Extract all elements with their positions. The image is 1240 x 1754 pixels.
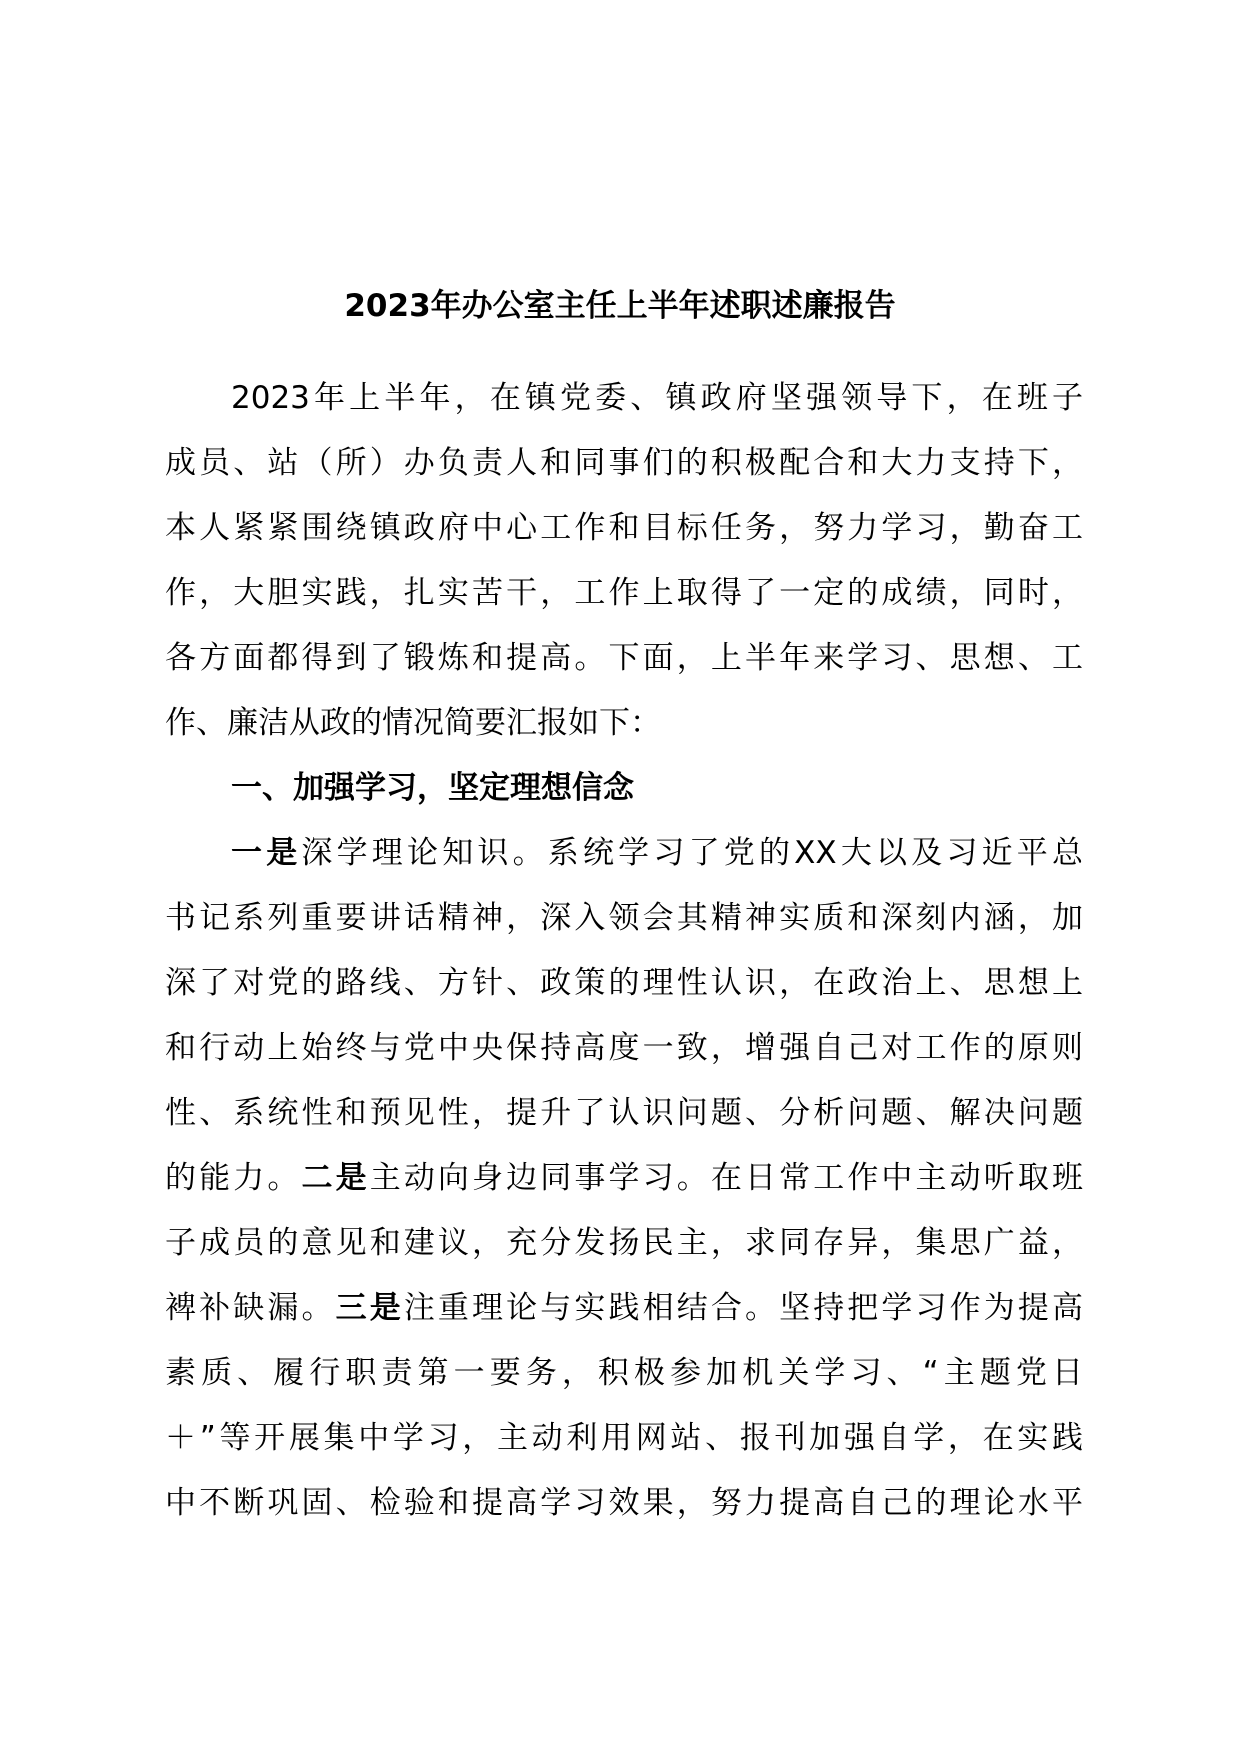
paragraph-line — [165, 1091, 1083, 1156]
paragraph-line — [165, 1416, 1083, 1481]
paragraph-line — [165, 701, 1083, 766]
text-run: 注重理论与实践相结合。坚持把学习作为提高 — [403, 1290, 1084, 1326]
text-run: 裨补缺漏。 — [165, 1290, 336, 1326]
paragraph-line — [165, 961, 1083, 1026]
text-run: 和行动上始终与党中央保持高度一致，增强自己对工作的原则 — [165, 1030, 1083, 1066]
paragraph-line — [165, 571, 1083, 636]
paragraph-line — [165, 1286, 1083, 1351]
text-run: 本人紧紧围绕镇政府中心工作和目标任务，努力学习，勤奋工 — [165, 510, 1083, 546]
paragraph-line — [165, 506, 1083, 571]
document-title: 2023年办公室主任上半年述职述廉报告 — [344, 288, 896, 324]
bold-label: 三是 — [335, 1290, 404, 1326]
paragraph-line — [165, 1221, 1083, 1286]
text-run: 2023年上半年，在镇党委、镇政府坚强领导下，在班子 — [231, 380, 1083, 416]
paragraph-line — [165, 1026, 1083, 1091]
text-run: 素质、履行职责第一要务，积极参加机关学习、“主题党日 — [165, 1355, 1083, 1391]
paragraph-line — [165, 1156, 1083, 1221]
bold-label: 二是 — [301, 1160, 370, 1196]
text-run: 作、廉洁从政的情况简要汇报如下： — [165, 705, 661, 741]
text-run: 作，大胆实践，扎实苦干，工作上取得了一定的成绩，同时， — [165, 575, 1083, 611]
text-run: 深了对党的路线、方针、政策的理性认识，在政治上、思想上 — [165, 965, 1083, 1001]
paragraph-line — [165, 831, 1083, 896]
paragraph-line — [165, 1481, 1083, 1546]
text-run: 一、加强学习，坚定理想信念 — [231, 770, 634, 806]
text-run: 的能力。 — [165, 1160, 302, 1196]
paragraph-line — [165, 376, 1083, 441]
text-run: 主动向身边同事学习。在日常工作中主动听取班 — [369, 1160, 1084, 1196]
text-run: 深学理论知识。系统学习了党的XX大以及习近平总 — [301, 835, 1084, 871]
text-run: 子成员的意见和建议，充分发扬民主，求同存异，集思广益， — [165, 1225, 1083, 1261]
document-body — [165, 376, 1083, 1546]
text-run: ＋”等开展集中学习，主动利用网站、报刊加强自学，在实践 — [165, 1420, 1083, 1456]
bold-label: 一是 — [231, 835, 302, 871]
section-heading — [165, 766, 1083, 831]
paragraph-line — [165, 1351, 1083, 1416]
text-run: 成员、站（所）办负责人和同事们的积极配合和大力支持下， — [165, 445, 1083, 481]
text-run: 书记系列重要讲话精神，深入领会其精神实质和深刻内涵，加 — [165, 900, 1083, 936]
text-run: 各方面都得到了锻炼和提高。下面，上半年来学习、思想、工 — [165, 640, 1083, 676]
text-run: 中不断巩固、检验和提高学习效果，努力提高自己的理论水平 — [165, 1485, 1083, 1521]
paragraph-line — [165, 636, 1083, 701]
text-run: 性、系统性和预见性，提升了认识问题、分析问题、解决问题 — [165, 1095, 1083, 1131]
paragraph-line — [165, 896, 1083, 961]
paragraph-line — [165, 441, 1083, 506]
